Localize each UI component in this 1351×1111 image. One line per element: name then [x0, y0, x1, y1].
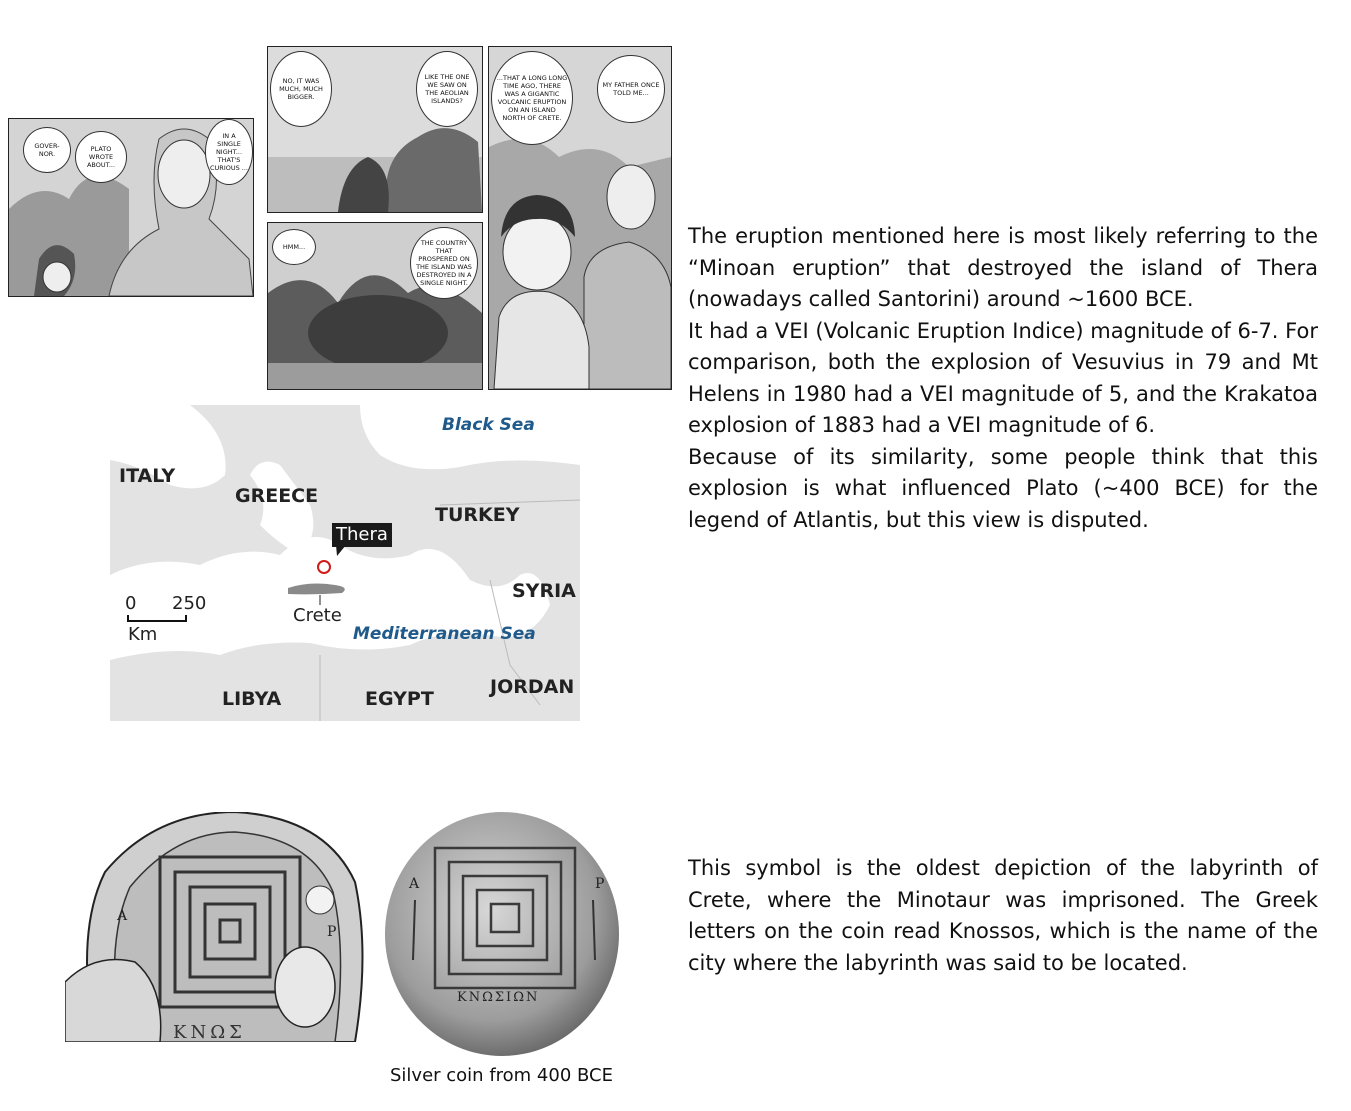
- map-geography: [110, 405, 580, 721]
- map-label-greece: GREECE: [235, 485, 319, 507]
- manga-coin-letter-left: A: [117, 908, 128, 924]
- coin-letter-left: A: [409, 876, 420, 892]
- manga-coin-art: [65, 812, 370, 1042]
- speech-bubble: HMM...: [272, 229, 316, 265]
- comic-panel-4: [488, 46, 672, 390]
- speech-bubble: MY FATHER ONCE TOLD ME...: [597, 55, 665, 123]
- speech-bubble: ...THAT A LONG LONG TIME AGO, THERE WAS A GIGANTIC VOLCANIC ERUPTION ON AN ISLAND NORTH OF CRETE.: [491, 51, 573, 145]
- manga-coin-letter-right: P: [327, 924, 337, 940]
- thera-label-pointer: [334, 545, 348, 557]
- map-label-italy: ITALY: [119, 465, 176, 487]
- map-label-thera: [332, 523, 392, 547]
- silver-coin-art: [383, 810, 621, 1058]
- map-sea-mediterranean: Mediterranean Sea: [353, 624, 536, 644]
- speech-bubble: LIKE THE ONE WE SAW ON THE AEOLIAN ISLANDS?: [416, 51, 478, 127]
- silver-coin-photo: [383, 810, 621, 1058]
- speech-bubble: NO, IT WAS MUCH, MUCH BIGGER.: [270, 51, 332, 127]
- map-scale-unit: Km: [128, 624, 158, 645]
- map-sea-black: Black Sea: [442, 415, 535, 435]
- manga-coin-legend: ΚΝΩΣ: [173, 1022, 246, 1042]
- speech-bubble: IN A SINGLE NIGHT... THAT'S CURIOUS ...: [205, 119, 253, 185]
- map-label-crete: Crete: [293, 605, 342, 626]
- eruption-paragraph-2: It had a VEI (Volcanic Eruption Indice) magnitude of 6-7. For comparison, both the explosion of Vesuvius in 79 and Mt Helens in 1980 had a VEI magnitude of 5, and the Krakatoa explosion of 1883 had a VEI magnitude of 6.: [688, 318, 1318, 437]
- eruption-paragraph-3: Because of its similarity, some people think that this explosion is what influenced Plato (~400 BCE) for the legend of Atlantis, but this view is disputed.: [688, 444, 1318, 532]
- map-label-libya: LIBYA: [222, 688, 282, 710]
- speech-bubble: THE COUNTRY THAT PROSPERED ON THE ISLAND WAS DESTROYED IN A SINGLE NIGHT.: [410, 227, 478, 299]
- map-label-jordan: JORDAN: [490, 676, 575, 698]
- map-scale-zero: 0: [125, 593, 137, 614]
- thera-label-text: Thera: [336, 524, 388, 545]
- speech-bubble: GOVER-NOR.: [23, 127, 71, 173]
- speech-bubble: PLATO WROTE ABOUT...: [75, 131, 127, 183]
- coin-legend: ΚΝΩΣΙΩΝ: [457, 990, 540, 1005]
- map-scale-max: 250: [172, 593, 207, 614]
- coin-letter-right: P: [595, 876, 605, 892]
- map-eastern-mediterranean: [110, 405, 580, 721]
- coin-caption: Silver coin from 400 BCE: [390, 1065, 613, 1086]
- eruption-paragraph-1: The eruption mentioned here is most likely referring to the “Minoan eruption” that destroyed the island of Thera (nowadays called Santorini) around ~1600 BCE.: [688, 224, 1318, 311]
- comic-panel-1: [8, 118, 254, 297]
- map-label-egypt: EGYPT: [365, 688, 434, 710]
- comic-panel-3: [267, 222, 483, 390]
- labyrinth-paragraph: This symbol is the oldest depiction of the labyrinth of Crete, where the Minotaur was imprisoned. The Greek letters on the coin read Knossos, which is the name of the city where the labyrinth was said to be located.: [688, 856, 1318, 975]
- eruption-explanation: [688, 221, 1318, 536]
- manga-coin-drawing: [65, 812, 370, 1042]
- comic-panel-2: [267, 46, 483, 213]
- map-label-syria: SYRIA: [512, 580, 576, 602]
- map-label-turkey: TURKEY: [435, 504, 520, 526]
- labyrinth-explanation: [688, 853, 1318, 979]
